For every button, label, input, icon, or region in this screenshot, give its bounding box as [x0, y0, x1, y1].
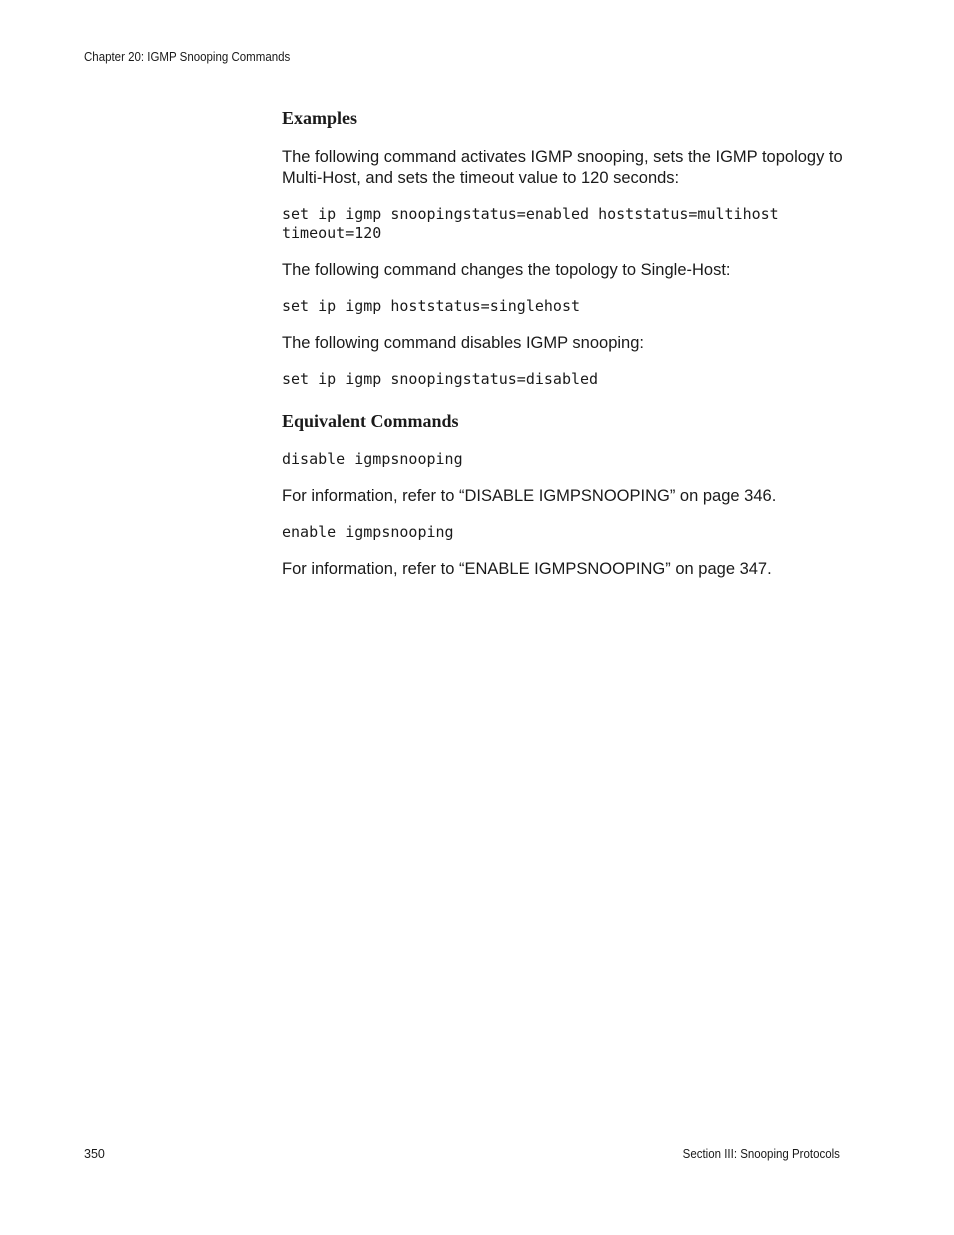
equivalent-commands-heading: Equivalent Commands [282, 411, 459, 431]
examples-disable-paragraph: The following command disables IGMP snooping: [282, 334, 644, 352]
running-footer-section: Section III: Snooping Protocols [682, 1147, 840, 1161]
code-example-activate-line2: timeout=120 [282, 224, 382, 242]
reference-enable-igmpsnooping: For information, refer to “ENABLE IGMPSNOOPING” on page 347. [282, 560, 772, 578]
running-header: Chapter 20: IGMP Snooping Commands [84, 50, 291, 64]
code-disable-igmpsnooping: disable igmpsnooping [282, 450, 463, 468]
examples-heading: Examples [282, 108, 358, 128]
code-example-singlehost: set ip igmp hoststatus=singlehost [282, 297, 581, 315]
code-enable-igmpsnooping: enable igmpsnooping [282, 523, 454, 541]
code-example-activate-line1: set ip igmp snoopingstatus=enabled hoststatus=multihost [282, 205, 779, 223]
examples-intro-paragraph: The following command activates IGMP snooping, sets the IGMP topology to Multi-Host, and sets the timeout value to 120 seconds: [282, 148, 843, 187]
reference-disable-igmpsnooping: For information, refer to “DISABLE IGMPSNOOPING” on page 346. [282, 487, 777, 505]
examples-singlehost-paragraph: The following command changes the topology to Single-Host: [282, 261, 731, 279]
code-example-disable: set ip igmp snoopingstatus=disabled [282, 370, 599, 388]
page-number: 350 [84, 1147, 105, 1161]
